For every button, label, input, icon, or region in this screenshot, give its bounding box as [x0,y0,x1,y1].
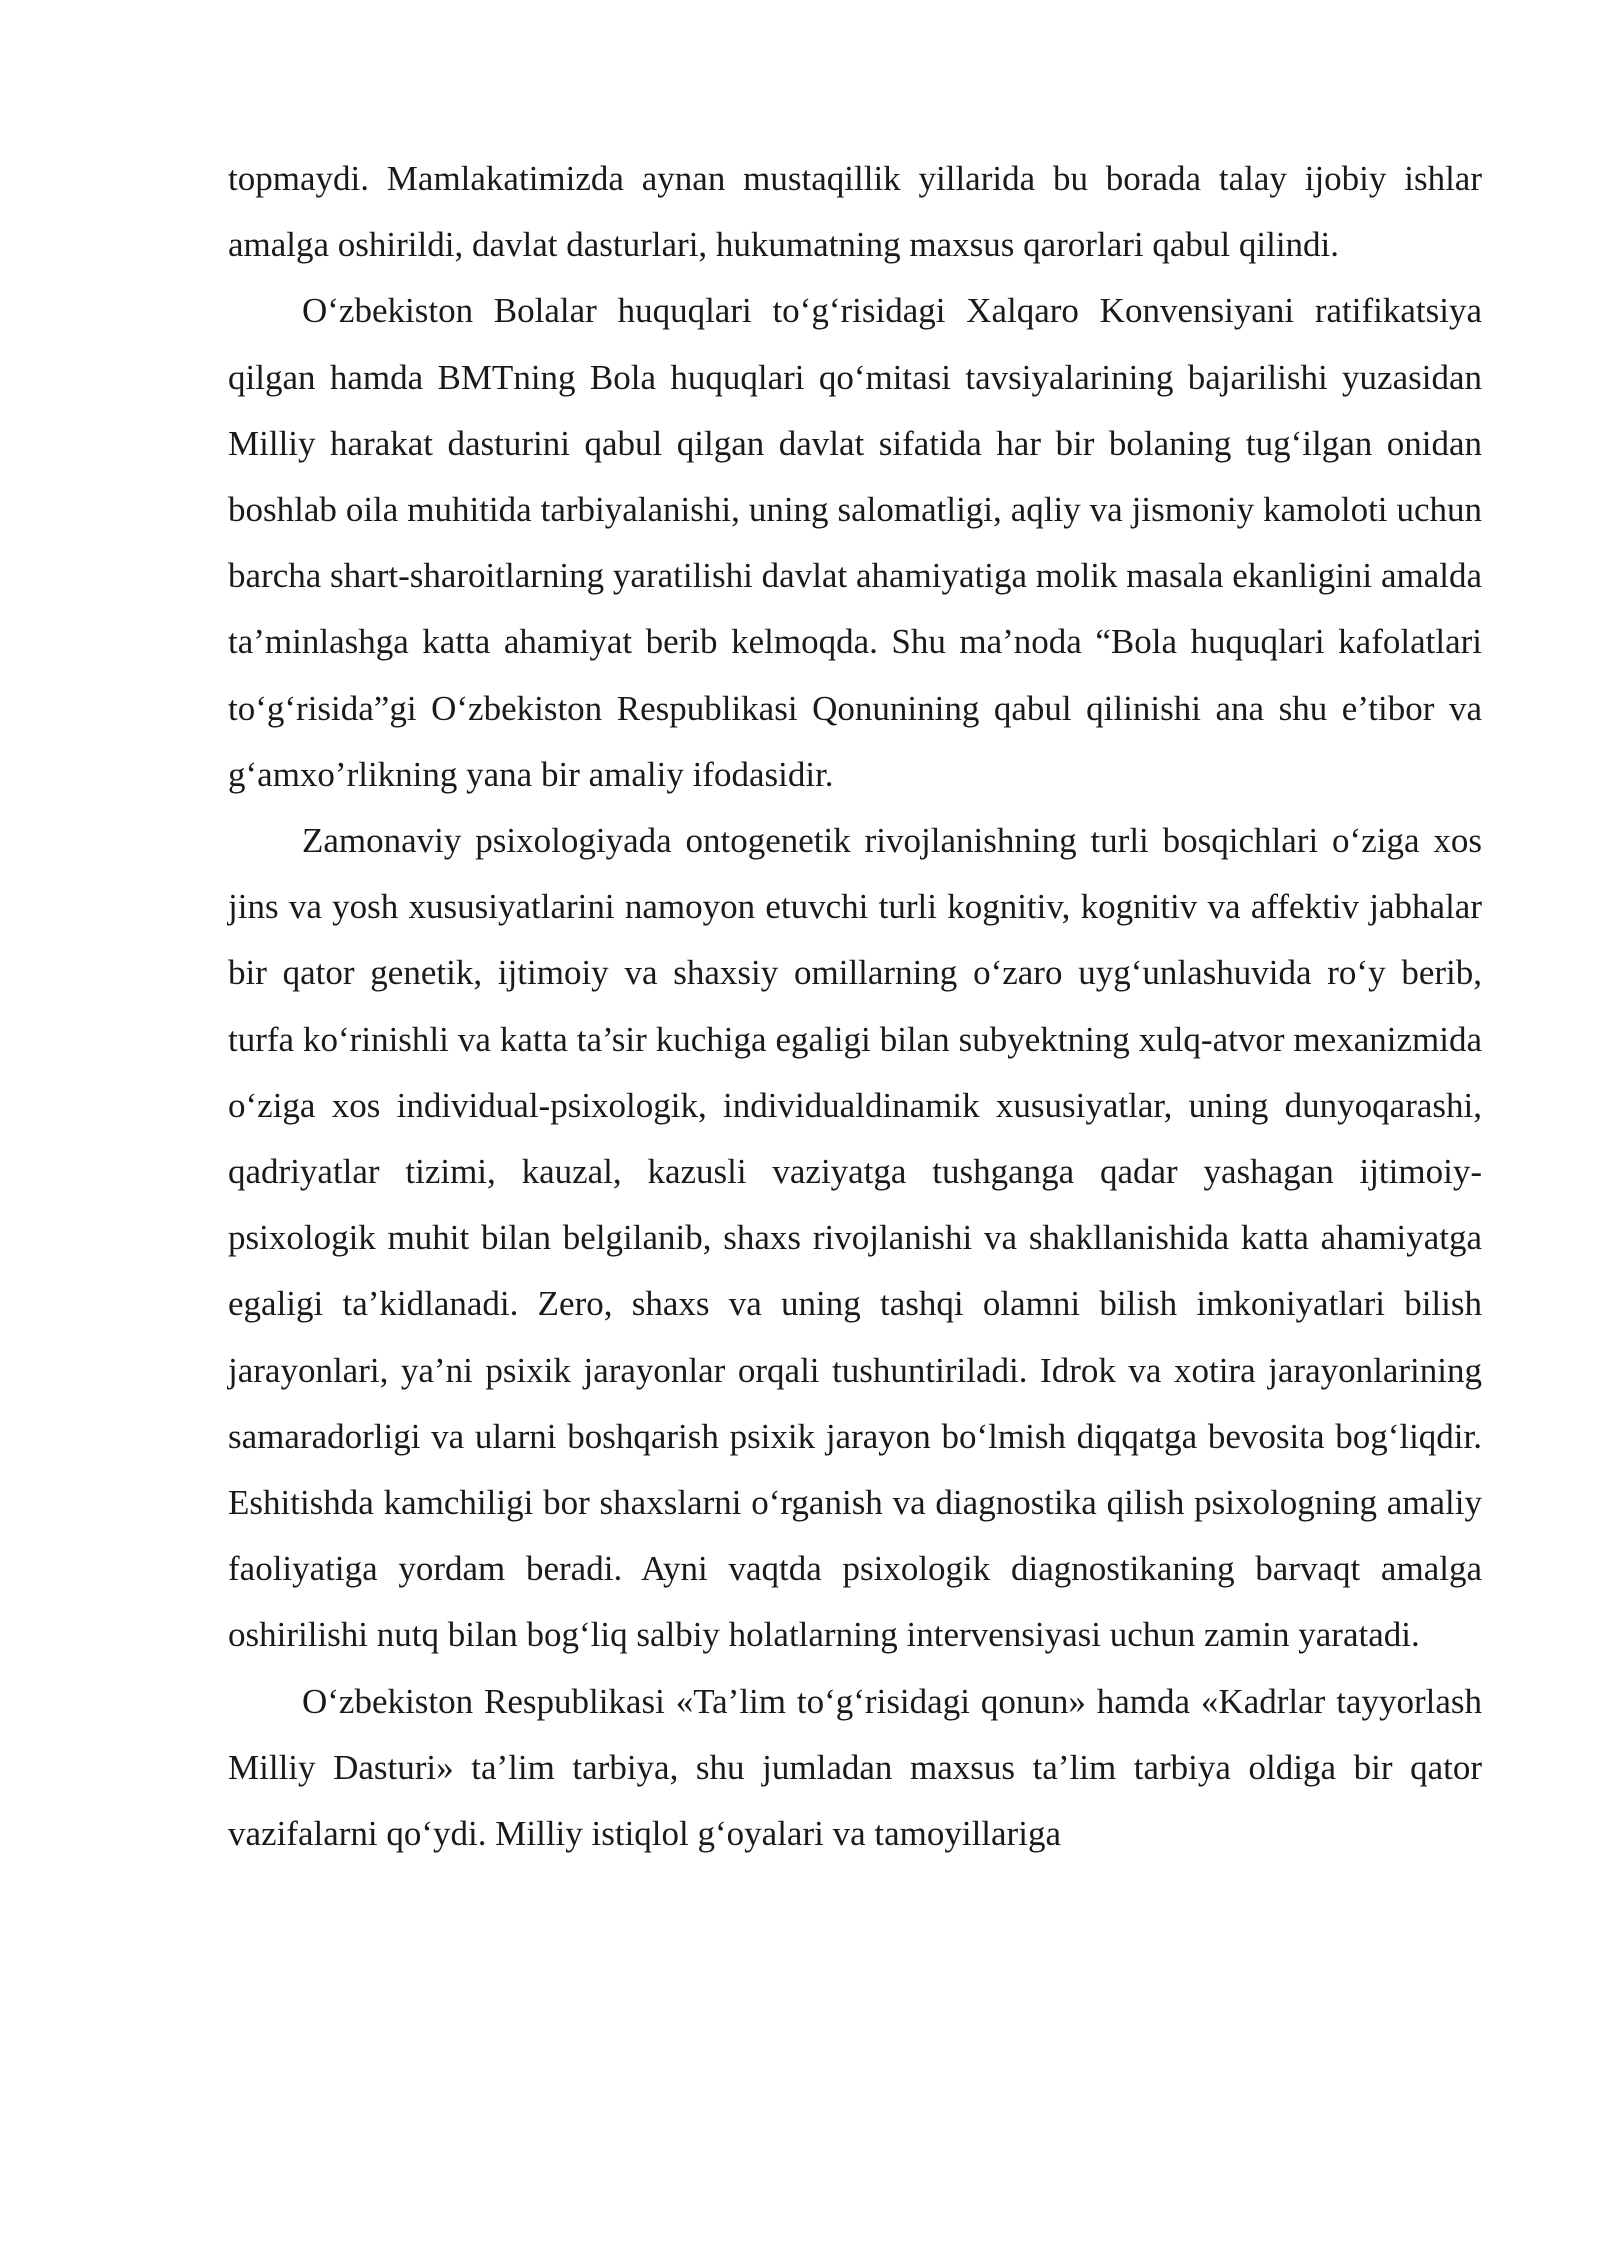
paragraph-continuation: topmaydi. Mamlakatimizda aynan mustaqillik yillarida bu borada talay ijobiy ishlar amalga oshirildi, davlat dasturlari, hukumatning maxsus qarorlari qabul qilindi. [228,159,1482,265]
paragraph-modern-psychology: Zamonaviy psixologiyada ontogenetik rivojlanishning turli bosqichlari o‘ziga xos jins va yosh xususiyatlarini namoyon etuvchi turli kognitiv, kognitiv va affektiv jabhalar bir qator genetik, ijtimoiy va shaxsiy omillarning o‘zaro uyg‘unlashuvida ro‘y berib, turfa ko‘rinishli va katta ta’sir kuchiga egaligi bilan subyektning xulq-atvor mexanizmida o‘ziga xos individual-psixologik, individualdinamik xususiyatlar, uning dunyoqarashi, qadriyatlar tizimi, kauzal, kazusli vaziyatga tushganga qadar yashagan ijtimoiy-psixologik muhit bilan belgilanib, shaxs rivojlanishi va shakllanishida katta ahamiyatga egaligi ta’kidlanadi. Zero, shaxs va uning tashqi olamni bilish imkoniyatlari bilish jarayonlari, ya’ni psixik jarayonlar orqali tushuntiriladi. Idrok va xotira jarayonlarining samaradorligi va ularni boshqarish psixik jarayon bo‘lmish diqqatga bevosita bog‘liqdir. Eshitishda kamchiligi bor shaxslarni o‘rganish va diagnostika qilish psixologning amaliy faoliyatiga yordam beradi. Ayni vaqtda psixologik diagnostikaning barvaqt amalga oshirilishi nutq bilan bog‘liq salbiy holatlarning intervensiyasi uchun zamin yaratadi. [228,821,1482,1655]
paragraph-child-rights: O‘zbekiston Bolalar huquqlari to‘g‘risidagi Xalqaro Konvensiyani ratifikatsiya qilgan hamda BMTning Bola huquqlari qo‘mitasi tavsiyalarining bajarilishi yuzasidan Milliy harakat dasturini qabul qilgan davlat sifatida har bir bolaning tug‘ilgan onidan boshlab oila muhitida tarbiyalanishi, uning salomatligi, aqliy va jismoniy kamoloti uchun barcha shart-sharoitlarning yaratilishi davlat ahamiyatiga molik masala ekanligini amalda ta’minlashga katta ahamiyat berib kelmoqda. Shu ma’noda “Bola huquqlari kafolatlari to‘g‘risida”gi O‘zbekiston Respublikasi Qonunining qabul qilinishi ana shu e’tibor va g‘amxo’rlikning yana bir amaliy ifodasidir. [228,291,1482,794]
paragraph-education-law: O‘zbekiston Respublikasi «Ta’lim to‘g‘risidagi qonun» hamda «Kadrlar tayyorlash Milliy Dasturi» ta’lim tarbiya, shu jumladan maxsus ta’lim tarbiya oldiga bir qator vazifalarni qo‘ydi. Milliy istiqlol g‘oyalari va tamoyillariga [228,1681,1482,1854]
body-text [228,146,1482,1867]
